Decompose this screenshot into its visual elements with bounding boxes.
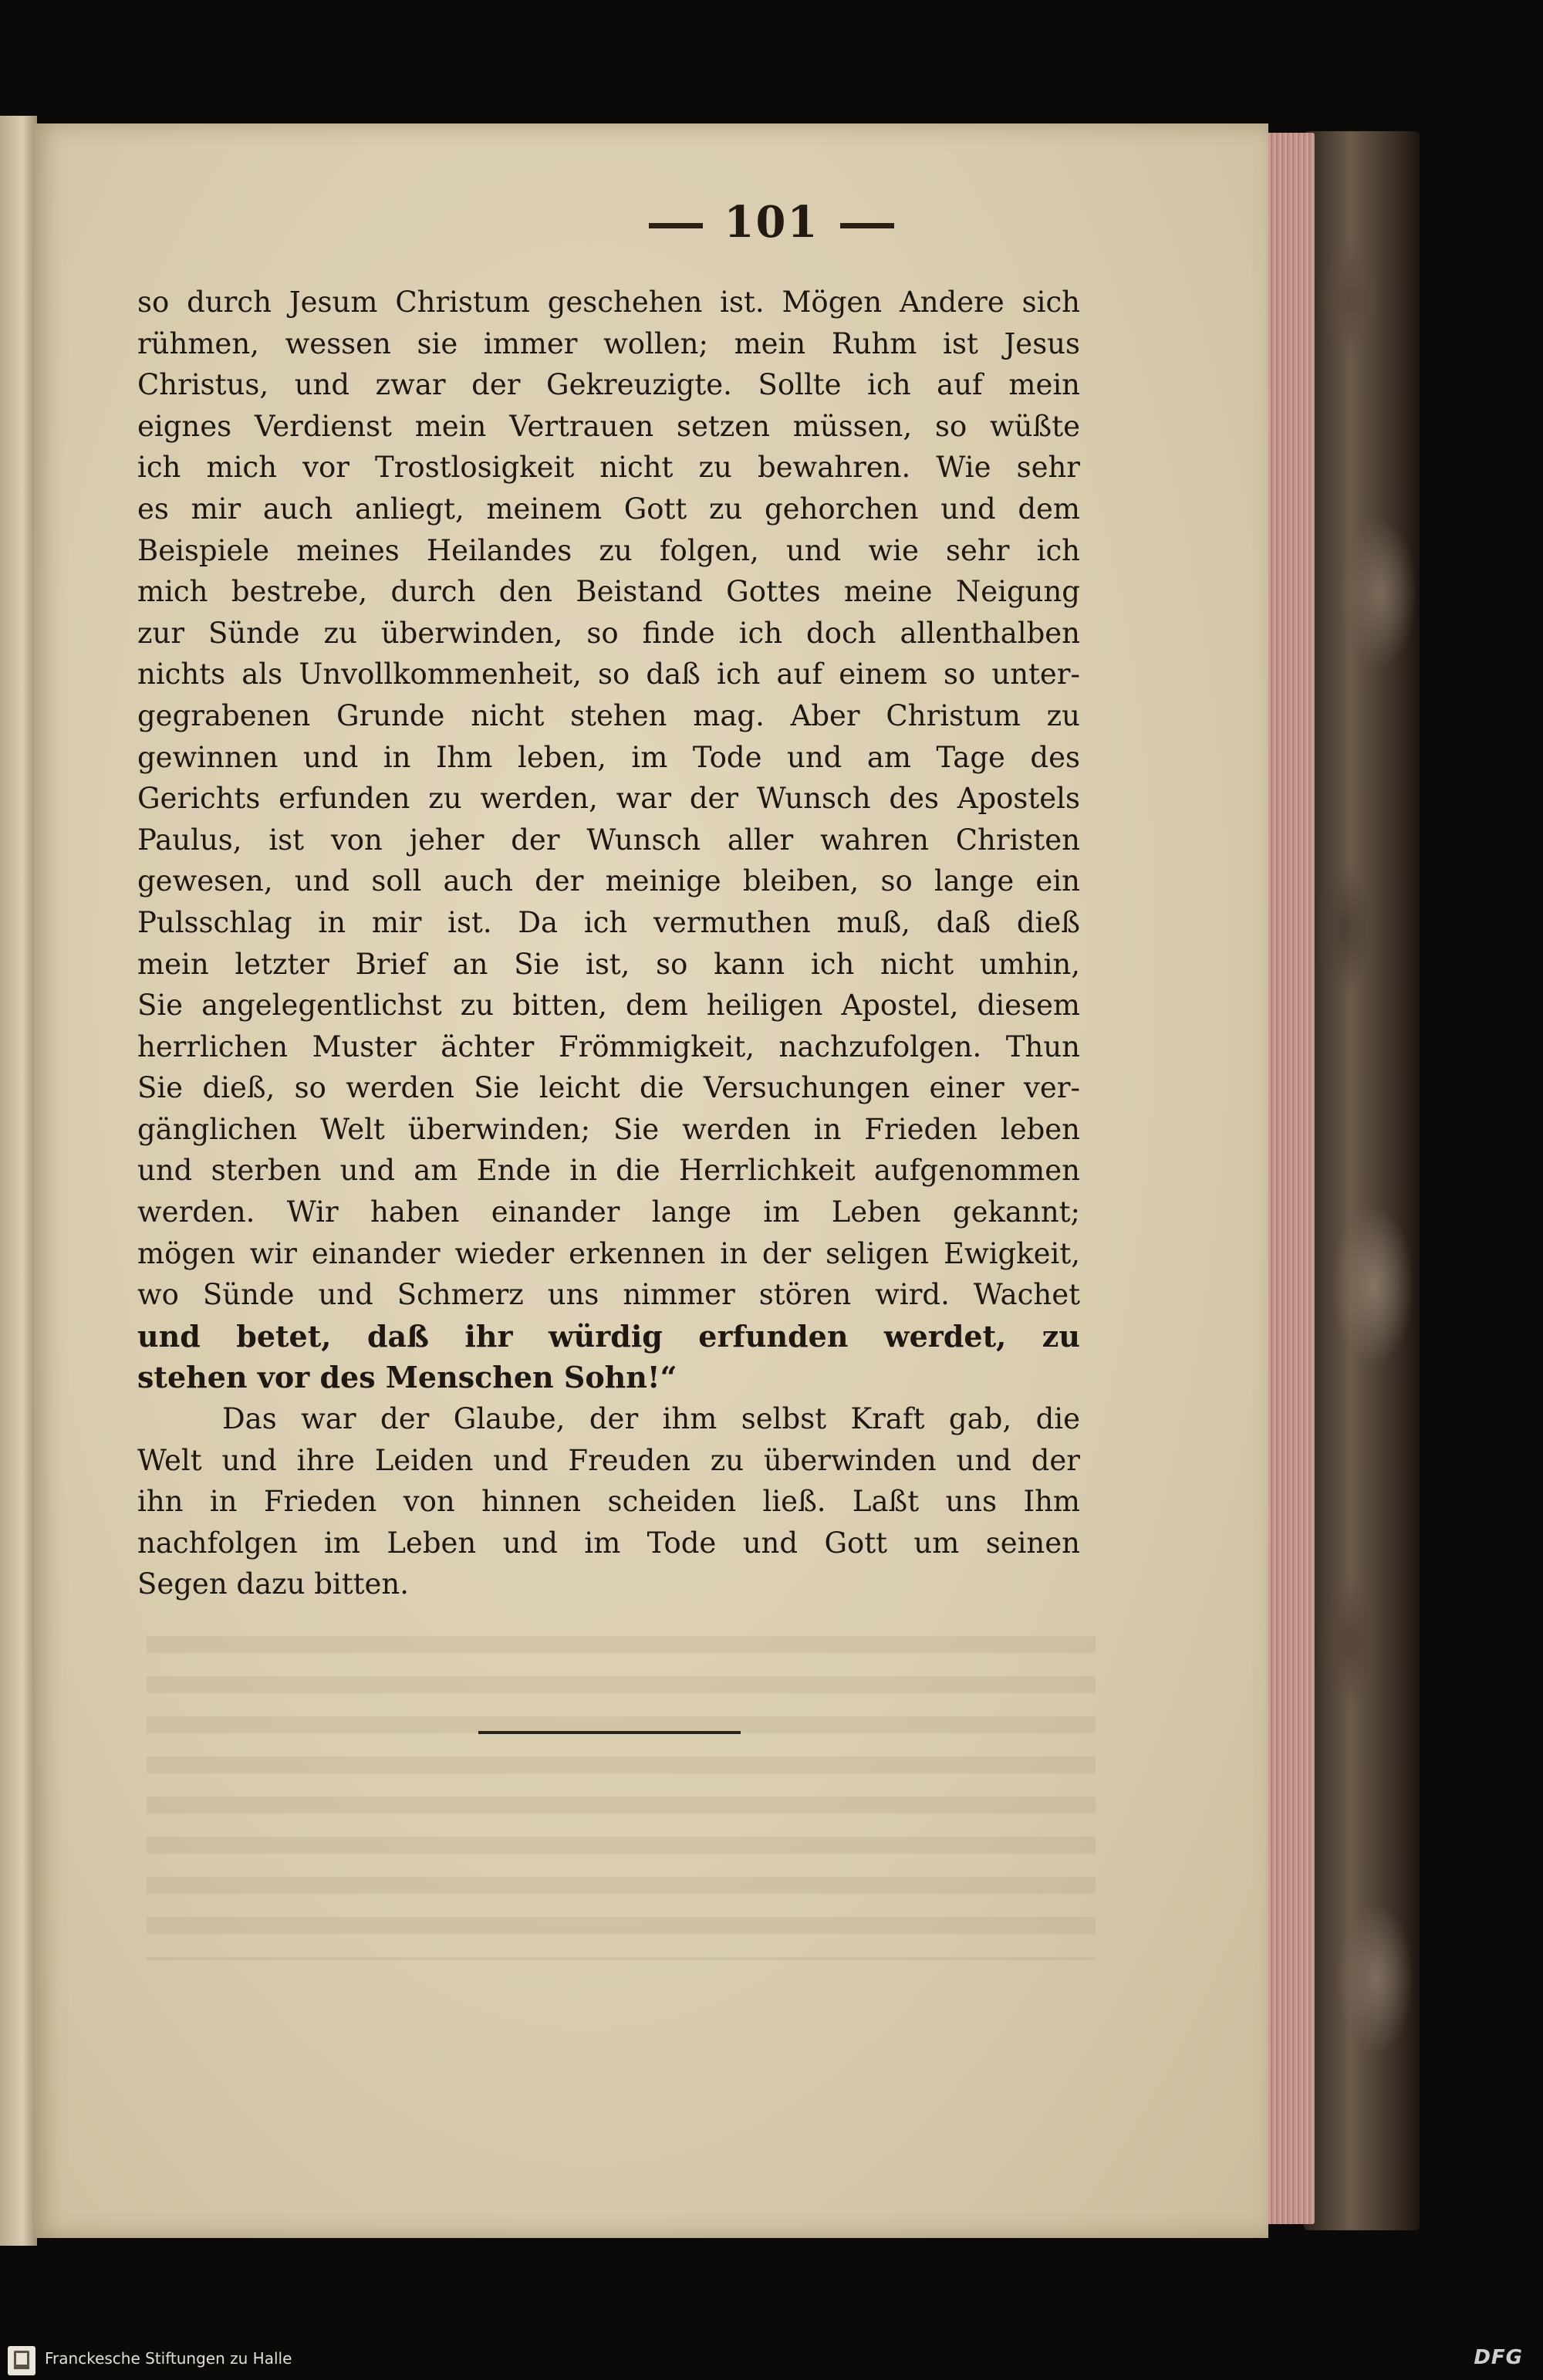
body-text	[137, 282, 1080, 1605]
text-line: Christus, und zwar der Gekreuzigte. Sollte ich auf mein	[137, 368, 1080, 402]
left-page-edge	[0, 116, 37, 2246]
section-rule	[478, 1731, 741, 1734]
text-line: ihn in Frieden von hinnen scheiden ließ. Laßt uns Ihm	[137, 1485, 1080, 1519]
text-line: mögen wir einander wieder erkennen in der seligen Ewigkeit,	[137, 1236, 1080, 1270]
text-line: mich bestrebe, durch den Beistand Gottes meine Neigung	[137, 575, 1080, 609]
text-line: gewinnen und in Ihm leben, im Tode und am Tage des	[137, 740, 1080, 774]
text-line: nichts als Unvollkommenheit, so daß ich auf einem so unter-	[137, 658, 1080, 691]
header-dash-right	[840, 223, 894, 228]
text-line: Segen dazu bitten.	[137, 1567, 409, 1601]
text-line: mein letzter Brief an Sie ist, so kann ich nicht umhin,	[137, 947, 1080, 981]
text-line-bold: und betet, daß ihr würdig erfunden werdet, zu	[137, 1318, 1080, 1354]
text-line: Sie dieß, so werden Sie leicht die Versuchungen einer ver-	[137, 1071, 1080, 1105]
page-header	[0, 197, 1543, 248]
page-number: 101	[724, 197, 819, 248]
text-line: Sie angelegentlichst zu bitten, dem heiligen Apostel, diesem	[137, 989, 1080, 1023]
institution-label: Franckesche Stiftungen zu Halle	[45, 2349, 292, 2368]
text-line: gegrabenen Grunde nicht stehen mag. Aber Christum zu	[137, 698, 1080, 732]
text-line: zur Sünde zu überwinden, so finde ich doch allenthalben	[137, 616, 1080, 650]
text-line: ich mich vor Trostlosigkeit nicht zu bewahren. Wie sehr	[137, 451, 1080, 485]
marbled-cover	[1304, 131, 1420, 2230]
institution-logo-icon	[8, 2346, 35, 2375]
text-line-bold: stehen vor des Menschen Sohn!“	[137, 1360, 677, 1395]
text-line: rühmen, wessen sie immer wollen; mein Ruhm ist Jesus	[137, 326, 1080, 360]
text-line: Welt und ihre Leiden und Freuden zu überwinden und der	[137, 1443, 1080, 1477]
text-line: werden. Wir haben einander lange im Leben gekannt;	[137, 1195, 1080, 1229]
text-line: nachfolgen im Leben und im Tode und Gott um seinen	[137, 1526, 1080, 1560]
show-through-text	[147, 1636, 1096, 1960]
text-line: eignes Verdienst mein Vertrauen setzen müssen, so wüßte	[137, 409, 1080, 443]
text-line: und sterben und am Ende in die Herrlichkeit aufgenommen	[137, 1154, 1080, 1188]
text-line: Pulsschlag in mir ist. Da ich vermuthen muß, daß dieß	[137, 905, 1080, 939]
text-line: Beispiele meines Heilandes zu folgen, und wie sehr ich	[137, 533, 1080, 567]
text-line: herrlichen Muster ächter Frömmigkeit, nachzufolgen. Thun	[137, 1029, 1080, 1063]
dfg-label: DFG	[1474, 2346, 1523, 2369]
text-line: Paulus, ist von jeher der Wunsch aller wahren Christen	[137, 823, 1080, 857]
header-dash-left	[649, 223, 703, 228]
text-line: Gerichts erfunden zu werden, war der Wunsch des Apostels	[137, 782, 1080, 816]
text-line: wo Sünde und Schmerz uns nimmer stören wird. Wachet	[137, 1278, 1080, 1312]
text-line-indented: Das war der Glaube, der ihm selbst Kraft gab, die	[222, 1402, 1080, 1436]
page-stack-edges	[1262, 133, 1315, 2224]
text-line: gewesen, und soll auch der meinige bleiben, so lange ein	[137, 864, 1080, 898]
text-line: gänglichen Welt überwinden; Sie werden in Frieden leben	[137, 1112, 1080, 1146]
text-line: so durch Jesum Christum geschehen ist. Mögen Andere sich	[137, 286, 1080, 319]
footer-bar	[0, 2341, 1543, 2380]
text-line: es mir auch anliegt, meinem Gott zu gehorchen und dem	[137, 492, 1080, 526]
